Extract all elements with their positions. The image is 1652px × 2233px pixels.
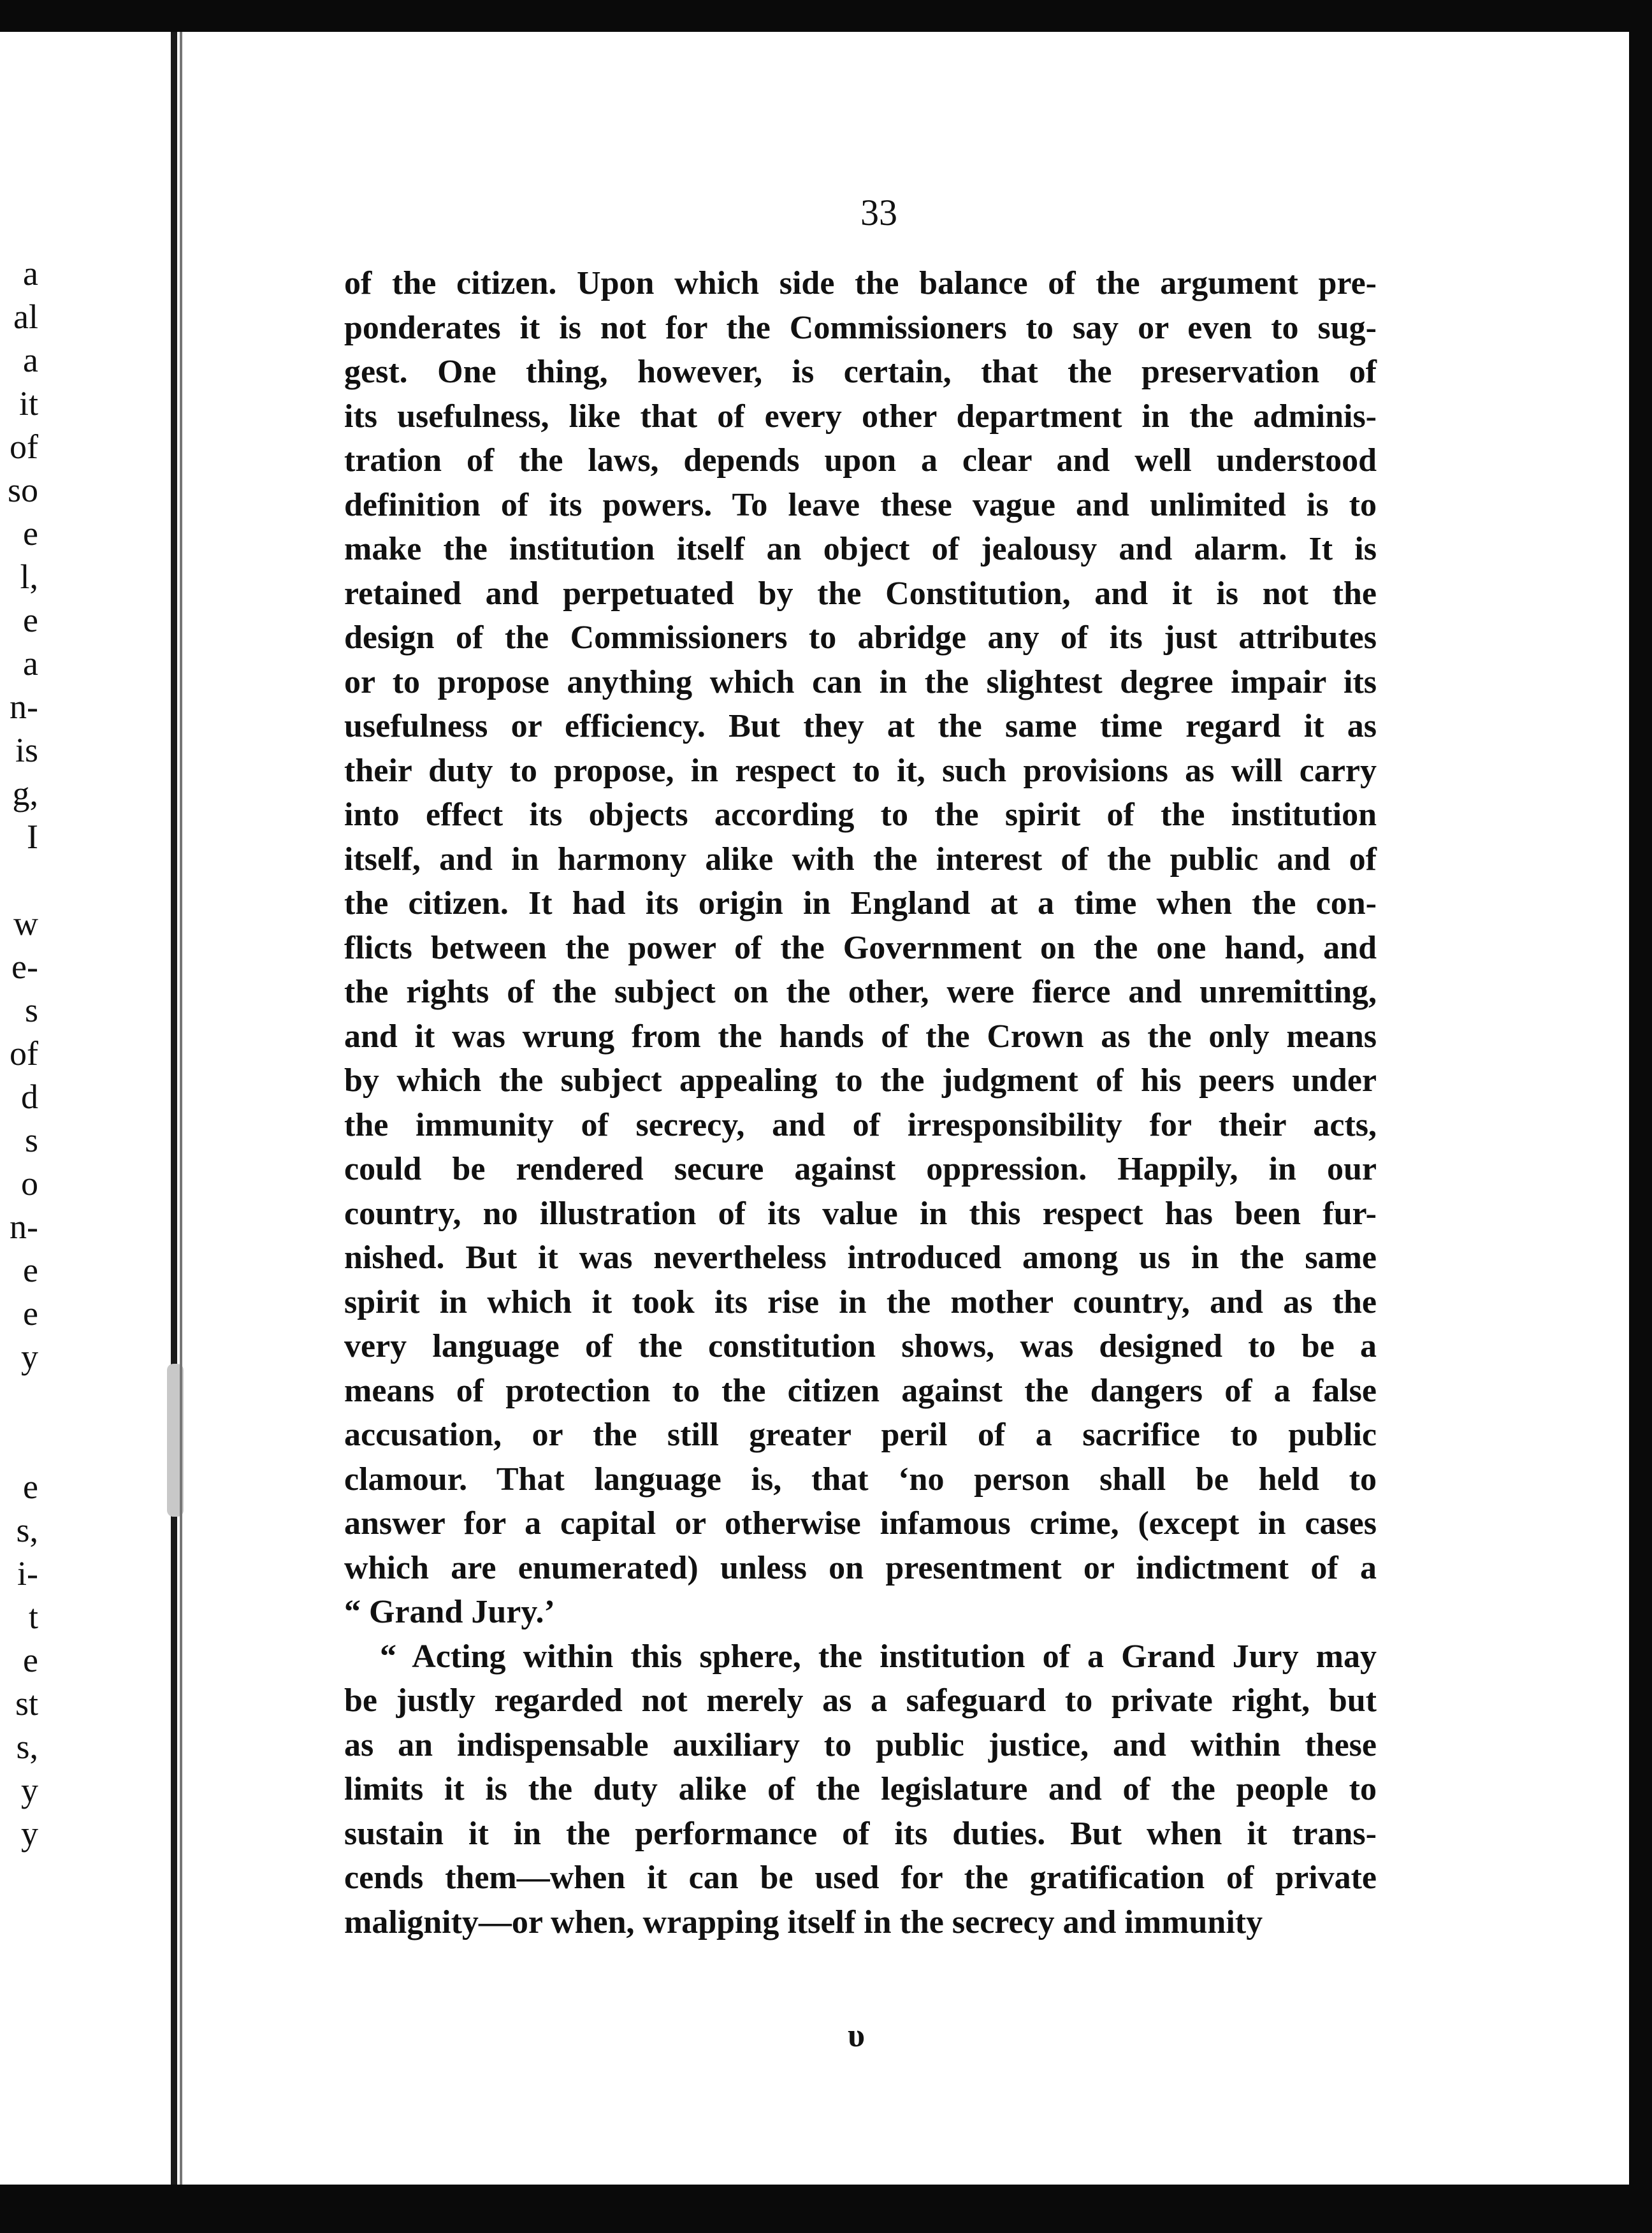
facing-page-fragment: s (24, 1121, 38, 1159)
facing-page-fragment: e (23, 1294, 38, 1333)
facing-page-fragment: l, (20, 558, 38, 596)
text-line: as an indispensable auxiliary to public justice, and within these (344, 1726, 1377, 1763)
facing-page-fragment (0, 1378, 38, 1422)
text-line: tration of the laws, depends upon a clear and well understood (344, 442, 1377, 479)
text-line: into effect its objects according to the spirit of the institution (344, 797, 1377, 833)
facing-page-fragment: y (21, 1771, 38, 1809)
facing-page-fragment: n- (10, 1208, 38, 1246)
text-line: make the institution itself an object of jealousy and alarm. It is (344, 531, 1377, 567)
text-line: and it was wrung from the hands of the Crown as the only means (344, 1018, 1377, 1055)
text-line: which are enumerated) unless on presentment or indictment of a (344, 1549, 1377, 1586)
facing-page-fragment: y (21, 1338, 38, 1376)
facing-page-fragment: n- (10, 688, 38, 726)
facing-page-fragment: y (21, 1814, 38, 1853)
facing-page-fragment: I (27, 818, 38, 856)
facing-page-fragment: e (23, 514, 38, 553)
page-body-text (344, 261, 1377, 1944)
text-line: the citizen. It had its origin in England at a time when the con- (344, 885, 1377, 921)
text-line: country, no illustration of its value in this respect has been fur- (344, 1195, 1377, 1232)
text-line: very language of the constitution shows, was designed to be a (344, 1328, 1377, 1364)
text-line: accusation, or the still greater peril of a sacrifice to public (344, 1417, 1377, 1453)
page-number: 33 (860, 192, 897, 233)
text-line: clamour. That language is, that ‘no person shall be held to (344, 1461, 1377, 1498)
text-line: ponderates it is not for the Commissioners to say or even to sug- (344, 309, 1377, 346)
facing-page-fragment: of (10, 428, 38, 466)
text-line: usefulness or efficiency. But they at the same time regard it as (344, 708, 1377, 744)
facing-page-fragment: it (18, 384, 38, 423)
text-line: malignity—or when, wrapping itself in the secrecy and immunity (344, 1904, 1263, 1940)
text-line: the rights of the subject on the other, were fierce and unremitting, (344, 974, 1377, 1010)
facing-page-fragment: e (23, 1251, 38, 1289)
facing-page-fragment: a (23, 254, 38, 293)
text-line: by which the subject appealing to the judgment of his peers under (344, 1062, 1377, 1099)
facing-page-fragment: a (23, 341, 38, 379)
facing-page-text-fragments (0, 252, 38, 1855)
text-line: itself, and in harmony alike with the interest of the public and of (344, 841, 1377, 878)
facing-page-fragment: st (15, 1684, 38, 1723)
text-line: the immunity of secrecy, and of irresponsibility for their acts, (344, 1106, 1377, 1143)
facing-page-fragment: of (10, 1034, 38, 1073)
scan-border-bottom (0, 2185, 1652, 2233)
text-line: means of protection to the citizen against the dangers of a false (344, 1372, 1377, 1409)
text-line: retained and perpetuated by the Constitution, and it is not the (344, 575, 1377, 612)
facing-page-fragment: a (23, 644, 38, 683)
text-line: of the citizen. Upon which side the balance of the argument pre- (344, 265, 1377, 301)
facing-page-fragment: s, (16, 1728, 38, 1766)
facing-page-fragment: g, (12, 774, 38, 813)
text-line: be justly regarded not merely as a safeguard to private right, but (344, 1682, 1377, 1719)
facing-page-fragment: al (13, 298, 38, 336)
facing-page-fragment: e- (11, 948, 38, 986)
facing-page-fragment: s (24, 991, 38, 1029)
text-line: “ Acting within this sphere, the institution of a Grand Jury may (380, 1638, 1377, 1675)
facing-page-fragment: s, (16, 1511, 38, 1549)
text-line: answer for a capital or otherwise infamous crime, (except in cases (344, 1505, 1377, 1542)
text-line: nished. But it was nevertheless introduced among us in the same (344, 1239, 1377, 1276)
text-line: definition of its powers. To leave these vague and unlimited is to (344, 486, 1377, 523)
text-line: could be rendered secure against oppression. Happily, in our (344, 1151, 1377, 1187)
text-line: or to propose anything which can in the slightest degree impair its (344, 663, 1377, 700)
facing-page-fragment: d (21, 1078, 38, 1116)
spine-line (180, 32, 182, 2185)
text-line: sustain it in the performance of its duties. But when it trans- (344, 1815, 1377, 1852)
scan-border-top (0, 0, 1652, 32)
text-line: spirit in which it took its rise in the mother country, and as the (344, 1283, 1377, 1320)
facing-page-fragment: e (23, 1641, 38, 1679)
text-line: cends them—when it can be used for the gratification of private (344, 1860, 1377, 1896)
facing-page-fragment (0, 858, 38, 902)
scan-border-right (1629, 0, 1652, 2233)
signature-mark: υ (848, 2018, 865, 2054)
facing-page-fragment: e (23, 1468, 38, 1506)
text-line: “ Grand Jury.’ (344, 1594, 555, 1630)
facing-page-fragment: t (28, 1598, 38, 1636)
facing-page-fragment (0, 1422, 38, 1465)
facing-page-fragment: e (23, 601, 38, 639)
facing-page-fragment: o (21, 1164, 38, 1203)
text-line: gest. One thing, however, is certain, that the preservation of (344, 354, 1377, 390)
text-line: limits it is the duty alike of the legislature and of the people to (344, 1771, 1377, 1807)
facing-page-fragment: w (13, 904, 38, 943)
text-line: their duty to propose, in respect to it, such provisions as will carry (344, 752, 1377, 789)
text-line: its usefulness, like that of every other department in the adminis- (344, 398, 1377, 435)
text-line: flicts between the power of the Government on the one hand, and (344, 929, 1377, 966)
facing-page-fragment: so (7, 471, 38, 509)
text-line: design of the Commissioners to abridge any of its just attributes (344, 619, 1377, 656)
facing-page-fragment: i- (17, 1554, 38, 1593)
page-edge-line (171, 32, 177, 2185)
facing-page-fragment: is (15, 731, 38, 769)
